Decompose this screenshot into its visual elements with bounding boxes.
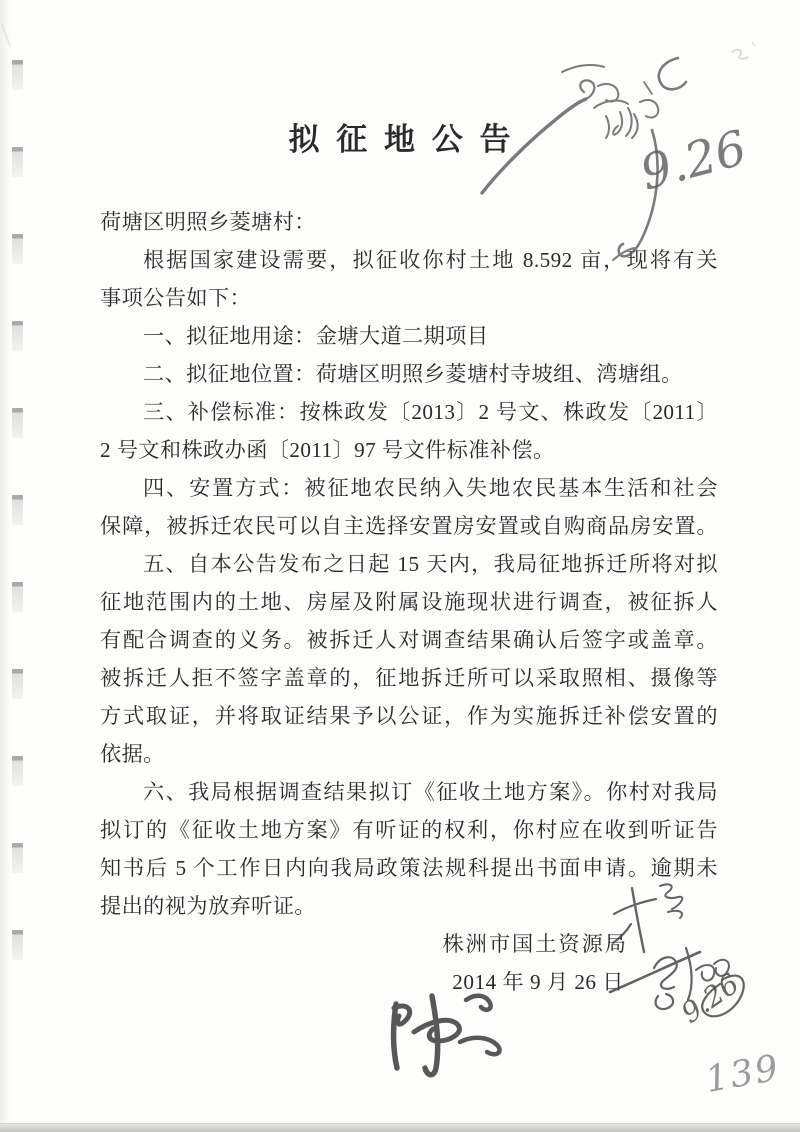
handwritten-date-top: 9.26 xyxy=(634,119,753,202)
binding-hole-mark xyxy=(12,321,23,351)
binding-hole-mark xyxy=(12,495,23,525)
binding-hole-mark xyxy=(12,408,23,438)
body-line: 方式取证，并将取证结果予以公证，作为实施拆迁补偿安置的 xyxy=(100,704,718,728)
body-line: 拟订的《征收土地方案》有听证的权利，你村应在收到听证告 xyxy=(100,818,718,842)
body-line: 五、自本公告发布之日起 15 天内，我局征地拆迁所将对拟 xyxy=(143,552,718,576)
scan-edge-shadow xyxy=(0,1123,800,1132)
page-number-text: 139 xyxy=(702,1047,784,1101)
body-line: 有配合调查的义务。被拆迁人对调查结果确认后签字或盖章。 xyxy=(100,628,718,652)
document-body xyxy=(100,203,718,1001)
scan-artifact xyxy=(0,22,16,52)
page-number xyxy=(696,1038,784,1116)
body-line: 四、安置方式：被征地农民纳入失地农民基本生活和社会 xyxy=(143,476,718,500)
handwritten-signature-bottom-left xyxy=(372,988,527,1093)
body-line: 二、拟征地位置：荷塘区明照乡菱塘村寺坡组、湾塘组。 xyxy=(143,362,683,386)
binding-hole-mark xyxy=(12,843,23,873)
issuer-name: 株洲市国土资源局 xyxy=(442,932,628,956)
body-line: 2 号文和株政办函〔2011〕97 号文件标准补偿。 xyxy=(100,438,555,462)
body-line: 知书后 5 个工作日内向我局政策法规科提出书面申请。逾期未 xyxy=(100,856,718,880)
binding-hole-mark xyxy=(12,582,23,612)
body-line: 提出的视为放弃听证。 xyxy=(100,894,316,918)
body-line: 保障，被拆迁农民可以自主选择安置房安置或自购商品房安置。 xyxy=(100,514,718,538)
body-line: 荷塘区明照乡菱塘村： xyxy=(100,210,316,234)
body-line: 三、补偿标准：按株政发〔2013〕2 号文、株政发〔2011〕 xyxy=(143,400,718,424)
binding-hole-mark xyxy=(12,234,23,264)
body-line: 依据。 xyxy=(100,742,165,766)
stray-pen-mark xyxy=(726,40,766,74)
binding-hole-mark xyxy=(12,60,23,90)
handwritten-date-bottom: 9.26 xyxy=(675,966,746,1030)
issue-date: 2014 年 9 月 26 日 xyxy=(452,970,624,994)
body-line: 征地范围内的土地、房屋及附属设施现状进行调查，被征拆人 xyxy=(100,590,718,614)
binding-hole-mark xyxy=(12,756,23,786)
body-line: 事项公告如下： xyxy=(100,286,252,310)
body-line: 六、我局根据调查结果拟订《征收土地方案》。你村对我局 xyxy=(143,780,718,804)
body-line: 根据国家建设需要，拟征收你村土地 8.592 亩，现将有关 xyxy=(143,248,718,272)
body-line: 一、拟征地用途：金塘大道二期项目 xyxy=(143,324,489,348)
binding-hole-mark xyxy=(12,930,23,960)
document-title: 拟 征 地 公 告 xyxy=(288,122,512,157)
body-line: 被拆迁人拒不签字盖章的，征地拆迁所可以采取照相、摄像等 xyxy=(100,666,718,690)
body-lines xyxy=(100,203,718,925)
binding-hole-mark xyxy=(12,147,23,177)
binding-hole-mark xyxy=(12,669,23,699)
